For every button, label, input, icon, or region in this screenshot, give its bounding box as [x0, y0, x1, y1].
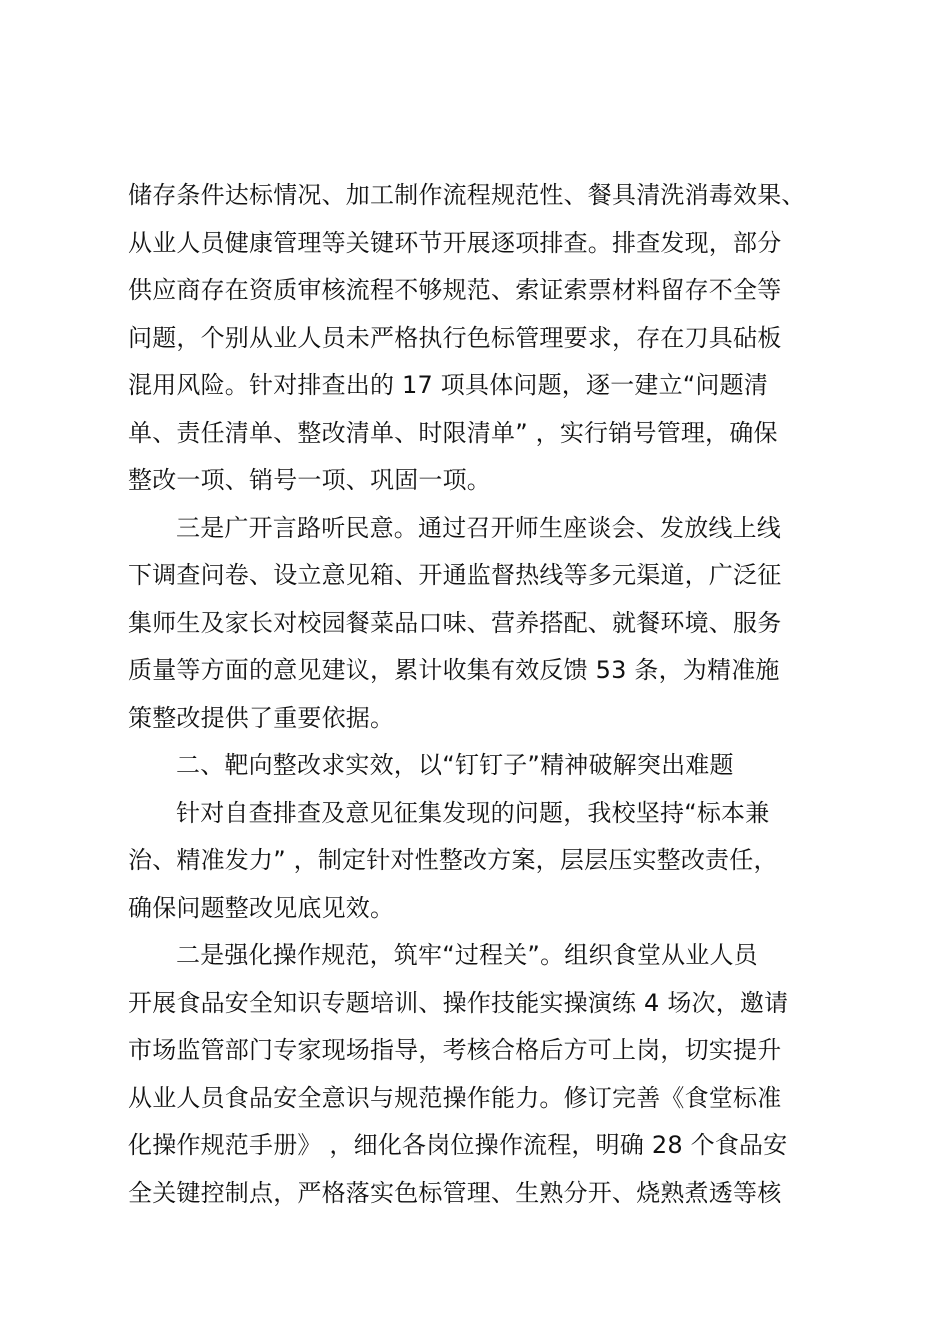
- text-line: 从业人员食品安全意识与规范操作能力。修订完善《食堂标准: [128, 1083, 782, 1112]
- text-line: 从业人员健康管理等关键环节开展逐项排查。排查发现，部分: [128, 228, 782, 257]
- text-line: 开展食品安全知识专题培训、操作技能实操演练 4 场次，邀请: [128, 988, 789, 1017]
- text-line: 确保问题整改见底见效。: [128, 893, 395, 922]
- text-line: 全关键控制点，严格落实色标管理、生熟分开、烧熟煮透等核: [128, 1178, 782, 1207]
- body-text: [128, 172, 836, 1217]
- text-line: 储存条件达标情况、加工制作流程规范性、餐具清洗消毒效果、: [128, 181, 806, 209]
- text-line: 市场监管部门专家现场指导，考核合格后方可上岗，切实提升: [128, 1036, 782, 1064]
- text-line: 质量等方面的意见建议，累计收集有效反馈 53 条，为精准施: [128, 656, 780, 684]
- paragraph-first-line: 二、靶向整改求实效，以“钉钉子”精神破解突出难题: [176, 751, 734, 779]
- text-line: 集师生及家长对校园餐菜品口味、营养搭配、就餐环境、服务: [128, 608, 782, 637]
- text-line: 供应商存在资质审核流程不够规范、索证索票材料留存不全等: [128, 276, 782, 304]
- text-line: 问题，个别从业人员未严格执行色标管理要求，存在刀具砧板: [128, 323, 782, 352]
- text-line: 整改一项、销号一项、巩固一项。: [128, 466, 491, 494]
- text-line: 治、精准发力” ，制定针对性整改方案，层层压实整改责任，: [128, 846, 778, 874]
- text-line: 单、责任清单、整改清单、时限清单” ，实行销号管理，确保: [128, 418, 778, 447]
- text-line: 混用风险。针对排查出的 17 项具体问题，逐一建立“问题清: [128, 371, 769, 399]
- text-line: 下调查问卷、设立意见箱、开通监督热线等多元渠道，广泛征: [128, 561, 782, 589]
- text-line: 策整改提供了重要依据。: [128, 703, 395, 732]
- paragraph-first-line: 针对自查排查及意见征集发现的问题，我校坚持“标本兼: [176, 798, 770, 827]
- text-line: 化操作规范手册》 ，细化各岗位操作流程，明确 28 个食品安: [128, 1131, 788, 1159]
- paragraph-first-line: 三是广开言路听民意。通过召开师生座谈会、发放线上线: [176, 513, 781, 542]
- paragraph-first-line: 二是强化操作规范，筑牢“过程关”。组织食堂从业人员: [176, 941, 758, 969]
